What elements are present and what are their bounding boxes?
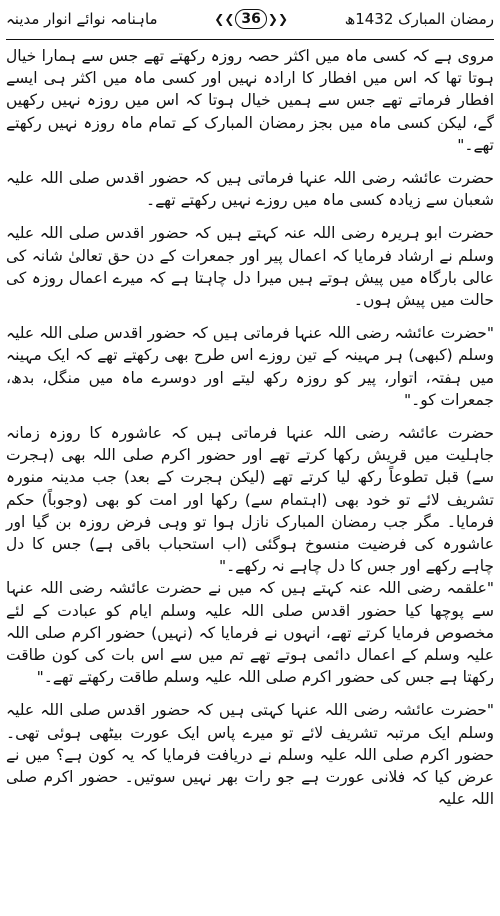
ornament-icon: ❮❮ — [214, 12, 235, 26]
article-body — [6, 45, 494, 916]
header-divider — [6, 39, 494, 40]
ornament-icon: ❯❯ — [267, 12, 288, 26]
issue-date: رمضان المبارک 1432ھ — [344, 10, 494, 28]
page-number-badge — [213, 9, 289, 29]
paragraph: "حضرت عائشہ رضی اللہ عنہا کہتی ہیں کہ حضور اقدس صلی اللہ علیہ وسلم ایک مرتبہ تشریف لائے تو میرے پاس ایک عورت بیٹھی ہوئی تھی۔ حضور اکرم صلی اللہ علیہ وسلم نے دریافت فرمایا کہ یہ کون ہے؟ میں نے عرض کیا کہ فلانی عورت ہے جو رات بھر نہیں سوتیں۔ حضور اکرم صلی اللہ علیہ — [6, 701, 494, 809]
paragraph: حضرت ابو ہریرہ رضی اللہ عنہ کہتے ہیں کہ حضور اقدس صلی اللہ علیہ وسلم نے ارشاد فرمایا کہ اعمال پیر اور جمعرات کے دن حق تعالیٰ شانہ کی عالی بارگاہ میں پیش ہوتے ہیں میرا دل چاہتا ہے کہ میرے اعمال روزہ کی حالت میں پیش ہوں۔ — [6, 224, 494, 310]
paragraph: حضرت عائشہ رضی اللہ عنہا فرماتی ہیں کہ عاشورہ کا روزہ زمانہ جاہلیت میں قریش رکھا کرتے تھے اور حضور اکرم صلی اللہ بھی (ہجرت سے) قبل تطوعاً رکھ لیا کرتے تھے (لیکن ہجرت کے بعد) جب مدینہ منورہ تشریف لائے تو خود بھی (اہتمام سے) رکھا اور امت کو بھی (وجوباً) حکم فرمایا۔ مگر جب رمضان المبارک نازل ہوا تو وہی فرض روزہ بن گیا اور عاشورہ کی فرضیت منسوخ ہوگئی (اب استحباب باقی ہے) جس کا دل چاہے رکھے اور جس کا دل چاہے نہ رکھے۔" — [6, 424, 494, 576]
paragraph: حضرت عائشہ رضی اللہ عنہا فرماتی ہیں کہ حضور اقدس صلی اللہ علیہ شعبان سے زیادہ کسی ماہ میں روزے نہیں رکھتے تھے۔ — [6, 169, 494, 210]
paragraph: "علقمہ رضی اللہ عنہ کہتے ہیں کہ میں نے حضرت عائشہ رضی اللہ عنہا سے پوچھا کیا حضور اقدس صلی اللہ علیہ وسلم ایام کو عبادت کے لئے مخصوص فرمایا کرتے تھے، انہوں نے فرمایا کہ (نہیں) حضور اکرم صلی اللہ علیہ وسلم کے اعمال دائمی ہوتے تھے تم میں سے اس بات کی کون طاقت رکھتا ہے جس کی حضور اکرم صلی اللہ علیہ وسلم طاقت رکھتے تھے۔" — [6, 579, 494, 687]
page-number: 36 — [235, 9, 266, 29]
page-header — [0, 0, 500, 38]
magazine-title: ماہنامہ نوائے انوار مدینہ — [6, 10, 158, 28]
paragraph: "حضرت عائشہ رضی اللہ عنہا فرماتی ہیں کہ حضور اقدس صلی اللہ علیہ وسلم (کبھی) ہر مہینہ کے تین روزے اس طرح بھی رکھتے تھے کہ ایک مہینہ میں ہفتہ، اتوار، پیر کو روزہ رکھ لیتے اور دوسرے ماہ میں منگل، بدھ، جمعرات کو۔" — [6, 324, 494, 409]
paragraph: مروی ہے کہ کسی ماہ میں اکثر حصہ روزہ رکھتے تھے جس سے ہمارا خیال ہوتا تھا کہ اس میں افطار کا ارادہ نہیں اور کسی ماہ میں اکثر ہی ایسے افطار فرماتے تھے جس سے ہمیں خیال ہوتا کہ اس میں روزہ نہیں رکھیں گے، لیکن کسی ماہ میں بجز رمضان المبارک کے تمام ماہ روزہ نہیں رکھتے تھے۔" — [6, 47, 494, 154]
